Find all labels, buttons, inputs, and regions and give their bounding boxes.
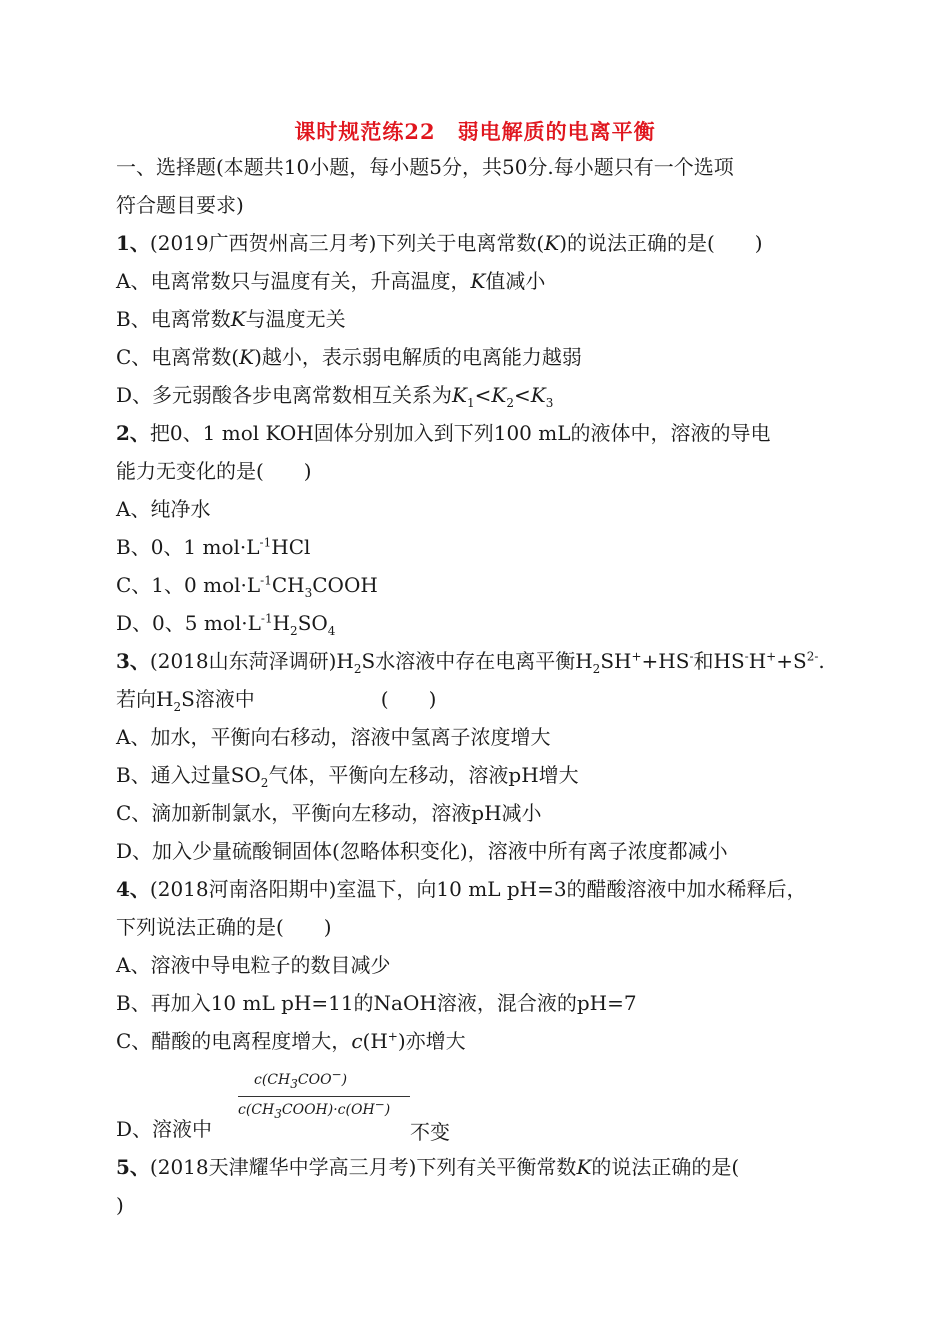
question-3-stem [116, 648, 825, 676]
q3-sup2: - [689, 649, 694, 664]
q2-d-sub2: 4 [327, 624, 336, 638]
question-2-stem [116, 420, 771, 448]
q4-c-post: )亦增大 [397, 1029, 466, 1053]
q2-c-sup: -1 [260, 573, 272, 588]
page-title: 课时规范练22 弱电解质的电离平衡 [294, 119, 656, 144]
q2-c-mid: CH [271, 573, 305, 597]
q4-option-b: B、再加入10 mL pH=11的NaOH溶液，混合液的pH=7 [116, 991, 637, 1015]
section-header-line2: 符合题目要求) [116, 193, 244, 217]
q5-var: K [576, 1155, 592, 1179]
q1-b-pre: B、电离常数 [116, 307, 231, 331]
q3-p8: . [818, 649, 825, 673]
num-close: ) [341, 1072, 348, 1088]
q3-b-post: 气体，平衡向左移动，溶液pH增大 [268, 763, 579, 787]
q3-l2-sub: 2 [173, 700, 182, 714]
q1-text-pre: (2019广西贺州高三月考)下列关于电离常数( [149, 231, 545, 255]
q1-d-k1: K [452, 383, 467, 407]
q1-d-sub2: 2 [506, 396, 514, 410]
q3-s2: 2 [592, 662, 601, 676]
question-5-number: 5、 [116, 1155, 150, 1179]
q1-c-var: K [239, 345, 255, 369]
q3-option-c: C、滴加新制氯水，平衡向左移动，溶液pH减小 [116, 801, 542, 825]
q2-c-post: COOH [312, 573, 378, 597]
q2-d-pre: D、0、5 mol·L [116, 611, 261, 635]
num-pre: c(CH [254, 1072, 291, 1088]
question-3-number: 3、 [116, 649, 150, 673]
den-close: ) [384, 1102, 391, 1118]
q3-answer-paren: ( ) [380, 687, 437, 711]
q1-var: K [544, 231, 560, 255]
question-4-stem [116, 876, 807, 904]
num-sup: − [331, 1067, 342, 1082]
q1-c-post: )越小，表示弱电解质的电离能力越弱 [254, 345, 582, 369]
num-post: COO [297, 1072, 332, 1088]
q1-d-k3: K [530, 383, 546, 407]
q3-sup4: + [766, 649, 777, 664]
q3-p4: +HS [641, 649, 690, 673]
q3-option-b [116, 762, 579, 790]
num-sub: 3 [290, 1076, 298, 1091]
q5-line2: ) [116, 1193, 124, 1217]
q1-a-post: 值减小 [485, 269, 546, 293]
q4-line1: (2018河南洛阳期中)室温下，向10 mL pH=3的醋酸溶液中加水稀释后， [149, 877, 807, 901]
q1-option-d [116, 382, 553, 410]
q3-p6: H [748, 649, 767, 673]
question-1-number: 1、 [116, 231, 150, 255]
q3-l2-pre: 若向H [116, 687, 174, 711]
q3-s1: 2 [353, 662, 362, 676]
q1-d-lt2: < [514, 383, 531, 407]
den-sub: 3 [274, 1106, 282, 1121]
q4-line2: 下列说法正确的是( ) [116, 915, 332, 939]
question-5-stem [116, 1154, 739, 1182]
q5-pre: (2018天津耀华中学高三月考)下列有关平衡常数 [149, 1155, 577, 1179]
q1-b-var: K [230, 307, 246, 331]
den-sup: − [374, 1097, 385, 1112]
q3-sup1: + [631, 649, 642, 664]
q2-c-pre: C、1、0 mol·L [116, 573, 261, 597]
q1-d-sub3: 3 [545, 396, 554, 410]
question-1-stem [116, 230, 763, 258]
q1-text-post: )的说法正确的是( ) [559, 231, 763, 255]
q3-line2 [116, 686, 436, 714]
q1-a-pre: A、电离常数只与温度有关，升高温度， [116, 269, 471, 293]
q3-p2: S水溶液中存在电离平衡H [361, 649, 593, 673]
q4-c-var: c [351, 1029, 363, 1053]
q2-d-so: SO [297, 611, 328, 635]
q2-d-h: H [272, 611, 291, 635]
q3-p5: 和HS [693, 649, 745, 673]
q1-option-c [116, 344, 582, 372]
q1-d-sub1: 1 [467, 396, 475, 410]
q3-option-a: A、加水，平衡向右移动，溶液中氢离子浓度增大 [116, 725, 551, 749]
q2-d-sub1: 2 [290, 624, 298, 638]
q2-option-b [116, 534, 310, 562]
q3-l2-post: S溶液中 [181, 687, 255, 711]
q4-option-d-label: D、溶液中 [116, 1117, 213, 1141]
q4-option-c [116, 1028, 466, 1056]
q2-c-sub: 3 [304, 586, 313, 600]
q4-c-pre: C、醋酸的电离程度增大， [116, 1029, 352, 1053]
fraction-numerator [254, 1067, 348, 1091]
q1-d-pre: D、多元弱酸各步电离常数相互关系为 [116, 383, 453, 407]
q3-p3: SH [600, 649, 632, 673]
q3-p7: +S [776, 649, 807, 673]
q5-post: 的说法正确的是( [591, 1155, 740, 1179]
q4-option-a: A、溶液中导电粒子的数目减少 [116, 953, 391, 977]
q2-line1: 把0、1 mol KOH固体分别加入到下列100 mL的液体中，溶液的导电 [149, 421, 771, 445]
q2-line2: 能力无变化的是( ) [116, 459, 312, 483]
q3-b-pre: B、通入过量SO [116, 763, 261, 787]
q1-a-var: K [470, 269, 486, 293]
q1-option-b [116, 306, 346, 334]
q3-sup5: 2- [806, 649, 819, 664]
q1-d-lt1: < [474, 383, 492, 407]
q3-b-sub: 2 [260, 776, 269, 790]
q4-c-mid: (H [362, 1029, 388, 1053]
den-mid: COOH)·c(OH [281, 1102, 375, 1118]
q1-option-a [116, 268, 545, 296]
q2-option-c [116, 572, 378, 600]
fraction-denominator [238, 1097, 391, 1121]
q2-option-a: A、纯净水 [116, 497, 211, 521]
q3-option-d: D、加入少量硫酸铜固体(忽略体积变化)，溶液中所有离子浓度都减小 [116, 839, 728, 863]
q1-b-post: 与温度无关 [245, 307, 346, 331]
question-4-number: 4、 [116, 877, 150, 901]
q3-p1: (2018山东菏泽调研)H [149, 649, 354, 673]
q4-c-sup: + [387, 1029, 398, 1044]
q2-b-sup: -1 [259, 535, 272, 550]
q1-d-k2: K [491, 383, 507, 407]
q2-option-d [116, 610, 335, 638]
q3-sup3: - [744, 649, 749, 664]
q1-c-pre: C、电离常数( [116, 345, 240, 369]
q2-d-sup: -1 [260, 611, 273, 626]
q4-option-d-tail: 不变 [410, 1120, 450, 1144]
question-2-number: 2、 [116, 421, 150, 445]
q2-b-post: HCl [271, 535, 311, 559]
q2-b-pre: B、0、1 mol·L [116, 535, 260, 559]
section-header-line1: 一、选择题(本题共10小题，每小题5分，共50分.每小题只有一个选项 [116, 155, 734, 179]
den-pre: c(CH [238, 1102, 275, 1118]
